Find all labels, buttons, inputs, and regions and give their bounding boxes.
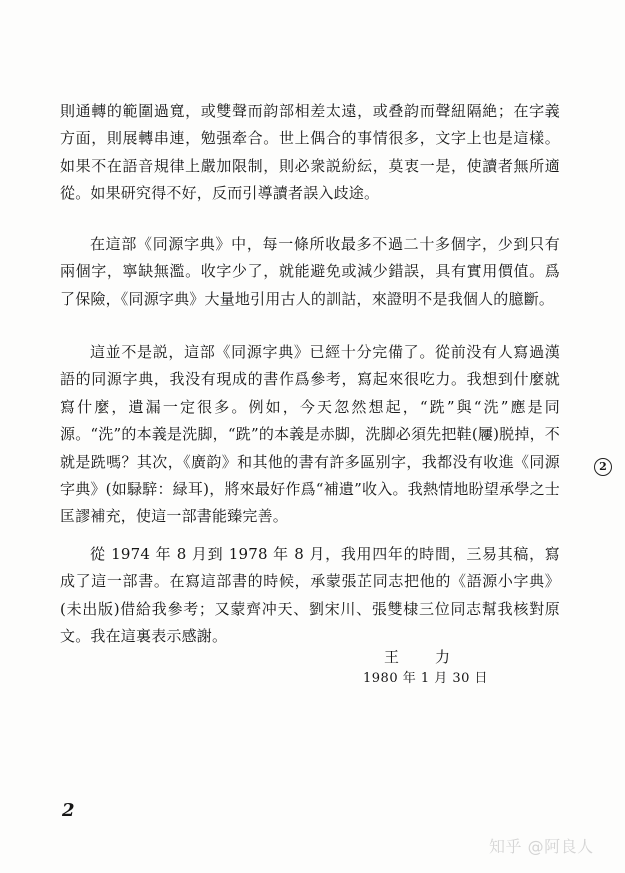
margin-page-mark: 2 — [594, 458, 612, 476]
paragraph-1 — [60, 98, 560, 208]
paragraph-4 — [60, 541, 560, 651]
paragraph-2-text: 在這部《同源字典》中，每一條所收最多不過二十多個字，少到只有兩個字，寧缺無濫。收字少了，就能避免或減少錯誤，具有實用價值。爲了保險，《同源字典》大量地引用古人的訓詁，來證明不是我個人的臆斷。 — [60, 235, 560, 308]
watermark: 知乎 @阿良人 — [489, 837, 594, 856]
author-signature: 王力 — [384, 648, 487, 666]
paragraph-4-text: 從 1974 年 8 月到 1978 年 8 月，我用四年的時間，三易其稿，寫成了這一部書。在寫這部書的時候，承蒙張芷同志把他的《語源小字典》(未出版)借給我參考；又蒙齊冲天、劉宋川、張雙棣三位同志幫我核對原文。我在這裏表示感謝。 — [60, 545, 560, 646]
page-number: 2 — [62, 800, 75, 821]
paragraph-2 — [60, 231, 560, 313]
signature-date: 1980 年 1 月 30 日 — [363, 671, 489, 686]
paragraph-3-text: 這並不是説，這部《同源字典》已經十分完備了。從前没有人寫過漢語的同源字典，我没有現成的書作爲參考，寫起來很吃力。我想到什麼就寫什麼，遺漏一定很多。例如，今天忽然想起，“跣”與“洗”應是同源。“洗”的本義是洗脚，“跣”的本義是赤脚，洗脚必須先把鞋(屨)脱掉，不就是跣嗎？其次，《廣韵》和其他的書有許多區别字，我都没有收進《同源字典》(如騄騂：緑耳)，將來最好作爲“補遺”收入。我熱情地盼望承學之士匡謬補充，使這一部書能臻完善。 — [60, 343, 560, 526]
paragraph-1-text: 則通轉的範圍過寬，或雙聲而韵部相差太遠，或叠韵而聲紐隔絶；在字義方面，則展轉串連，勉强牽合。世上偶合的事情很多，文字上也是這樣。如果不在語音規律上嚴加限制，則必衆説紛紜，莫衷一是，使讀者無所適從。如果研究得不好，反而引導讀者誤入歧途。 — [60, 102, 560, 203]
paragraph-3 — [60, 339, 560, 531]
